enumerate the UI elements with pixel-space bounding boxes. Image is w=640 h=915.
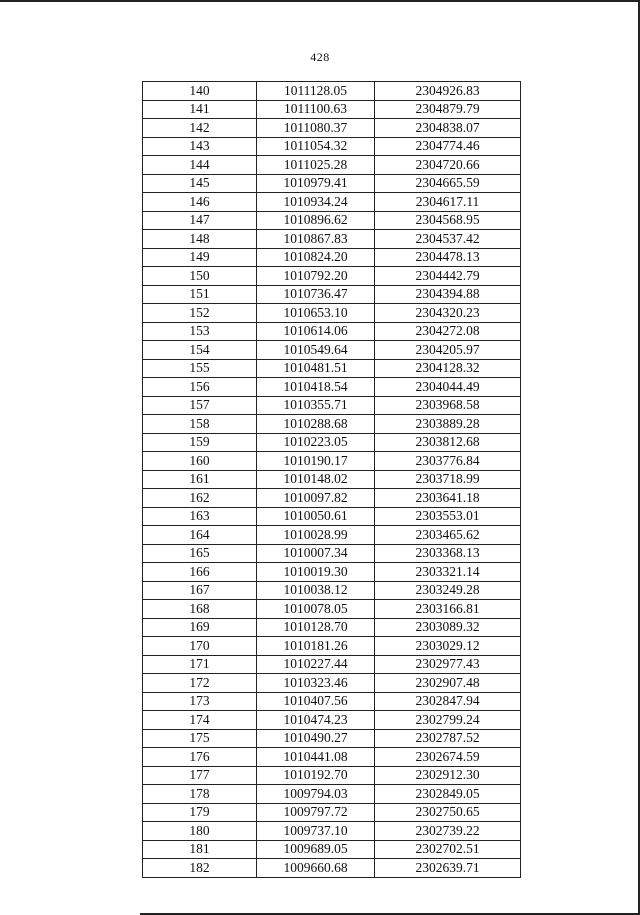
x-coordinate-cell: 1009689.05	[257, 840, 375, 859]
table-row	[143, 433, 521, 452]
table-row	[143, 507, 521, 526]
x-coordinate-cell: 1010549.64	[257, 341, 375, 360]
x-coordinate-cell: 1009797.72	[257, 803, 375, 822]
x-coordinate-cell: 1009737.10	[257, 822, 375, 841]
point-number-cell: 174	[143, 711, 257, 730]
table-row	[143, 822, 521, 841]
y-coordinate-cell: 2302847.94	[375, 692, 521, 711]
y-coordinate-cell: 2304926.83	[375, 82, 521, 101]
y-coordinate-cell: 2303321.14	[375, 563, 521, 582]
table-row	[143, 803, 521, 822]
coordinate-table-body	[143, 82, 521, 878]
table-row	[143, 304, 521, 323]
x-coordinate-cell: 1010190.17	[257, 452, 375, 471]
point-number-cell: 149	[143, 248, 257, 267]
table-row	[143, 637, 521, 656]
y-coordinate-cell: 2302750.65	[375, 803, 521, 822]
table-row	[143, 489, 521, 508]
y-coordinate-cell: 2303553.01	[375, 507, 521, 526]
point-number-cell: 147	[143, 211, 257, 230]
point-number-cell: 155	[143, 359, 257, 378]
table-row	[143, 137, 521, 156]
table-row	[143, 359, 521, 378]
y-coordinate-cell: 2302674.59	[375, 748, 521, 767]
x-coordinate-cell: 1010097.82	[257, 489, 375, 508]
x-coordinate-cell: 1010050.61	[257, 507, 375, 526]
x-coordinate-cell: 1010979.41	[257, 174, 375, 193]
x-coordinate-cell: 1010490.27	[257, 729, 375, 748]
x-coordinate-cell: 1010288.68	[257, 415, 375, 434]
table-row	[143, 193, 521, 212]
point-number-cell: 178	[143, 785, 257, 804]
x-coordinate-cell: 1010019.30	[257, 563, 375, 582]
x-coordinate-cell: 1010078.05	[257, 600, 375, 619]
x-coordinate-cell: 1011128.05	[257, 82, 375, 101]
y-coordinate-cell: 2304478.13	[375, 248, 521, 267]
point-number-cell: 146	[143, 193, 257, 212]
point-number-cell: 172	[143, 674, 257, 693]
y-coordinate-cell: 2304879.79	[375, 100, 521, 119]
y-coordinate-cell: 2302849.05	[375, 785, 521, 804]
table-row	[143, 618, 521, 637]
point-number-cell: 141	[143, 100, 257, 119]
y-coordinate-cell: 2302799.24	[375, 711, 521, 730]
x-coordinate-cell: 1010653.10	[257, 304, 375, 323]
table-row	[143, 156, 521, 175]
x-coordinate-cell: 1011054.32	[257, 137, 375, 156]
x-coordinate-cell: 1010148.02	[257, 470, 375, 489]
y-coordinate-cell: 2304537.42	[375, 230, 521, 249]
point-number-cell: 142	[143, 119, 257, 138]
x-coordinate-cell: 1010896.62	[257, 211, 375, 230]
point-number-cell: 182	[143, 859, 257, 878]
page-number: 428	[310, 50, 330, 64]
x-coordinate-cell: 1010028.99	[257, 526, 375, 545]
table-row	[143, 119, 521, 138]
y-coordinate-cell: 2304272.08	[375, 322, 521, 341]
y-coordinate-cell: 2303089.32	[375, 618, 521, 637]
y-coordinate-cell: 2304044.49	[375, 378, 521, 397]
x-coordinate-cell: 1010792.20	[257, 267, 375, 286]
y-coordinate-cell: 2304720.66	[375, 156, 521, 175]
y-coordinate-cell: 2302907.48	[375, 674, 521, 693]
y-coordinate-cell: 2303968.58	[375, 396, 521, 415]
x-coordinate-cell: 1010038.12	[257, 581, 375, 600]
table-row	[143, 840, 521, 859]
x-coordinate-cell: 1011100.63	[257, 100, 375, 119]
y-coordinate-cell: 2303889.28	[375, 415, 521, 434]
point-number-cell: 148	[143, 230, 257, 249]
x-coordinate-cell: 1010128.70	[257, 618, 375, 637]
table-row	[143, 100, 521, 119]
y-coordinate-cell: 2304128.32	[375, 359, 521, 378]
table-row	[143, 285, 521, 304]
y-coordinate-cell: 2304568.95	[375, 211, 521, 230]
x-coordinate-cell: 1010418.54	[257, 378, 375, 397]
x-coordinate-cell: 1010474.23	[257, 711, 375, 730]
point-number-cell: 140	[143, 82, 257, 101]
point-number-cell: 162	[143, 489, 257, 508]
table-row	[143, 600, 521, 619]
table-row	[143, 248, 521, 267]
y-coordinate-cell: 2303249.28	[375, 581, 521, 600]
x-coordinate-cell: 1010181.26	[257, 637, 375, 656]
table-row	[143, 396, 521, 415]
x-coordinate-cell: 1010323.46	[257, 674, 375, 693]
point-number-cell: 156	[143, 378, 257, 397]
table-row	[143, 82, 521, 101]
x-coordinate-cell: 1010934.24	[257, 193, 375, 212]
x-coordinate-cell: 1011025.28	[257, 156, 375, 175]
point-number-cell: 158	[143, 415, 257, 434]
table-row	[143, 766, 521, 785]
x-coordinate-cell: 1010007.34	[257, 544, 375, 563]
point-number-cell: 143	[143, 137, 257, 156]
page-border-top	[0, 0, 638, 2]
y-coordinate-cell: 2303641.18	[375, 489, 521, 508]
coordinate-table	[142, 81, 521, 878]
point-number-cell: 151	[143, 285, 257, 304]
y-coordinate-cell: 2304394.88	[375, 285, 521, 304]
table-row	[143, 341, 521, 360]
x-coordinate-cell: 1010223.05	[257, 433, 375, 452]
y-coordinate-cell: 2304838.07	[375, 119, 521, 138]
y-coordinate-cell: 2302787.52	[375, 729, 521, 748]
x-coordinate-cell: 1009794.03	[257, 785, 375, 804]
y-coordinate-cell: 2304617.11	[375, 193, 521, 212]
table-row	[143, 378, 521, 397]
y-coordinate-cell: 2303812.68	[375, 433, 521, 452]
table-row	[143, 211, 521, 230]
y-coordinate-cell: 2302702.51	[375, 840, 521, 859]
point-number-cell: 165	[143, 544, 257, 563]
x-coordinate-cell: 1009660.68	[257, 859, 375, 878]
point-number-cell: 171	[143, 655, 257, 674]
table-row	[143, 322, 521, 341]
table-row	[143, 692, 521, 711]
point-number-cell: 168	[143, 600, 257, 619]
x-coordinate-cell: 1010736.47	[257, 285, 375, 304]
point-number-cell: 177	[143, 766, 257, 785]
table-row	[143, 230, 521, 249]
point-number-cell: 176	[143, 748, 257, 767]
table-row	[143, 711, 521, 730]
y-coordinate-cell: 2303465.62	[375, 526, 521, 545]
point-number-cell: 181	[143, 840, 257, 859]
table-row	[143, 655, 521, 674]
table-row	[143, 544, 521, 563]
y-coordinate-cell: 2304205.97	[375, 341, 521, 360]
y-coordinate-cell: 2304442.79	[375, 267, 521, 286]
point-number-cell: 144	[143, 156, 257, 175]
point-number-cell: 164	[143, 526, 257, 545]
point-number-cell: 175	[143, 729, 257, 748]
point-number-cell: 170	[143, 637, 257, 656]
table-row	[143, 581, 521, 600]
y-coordinate-cell: 2304774.46	[375, 137, 521, 156]
table-row	[143, 526, 521, 545]
y-coordinate-cell: 2302739.22	[375, 822, 521, 841]
x-coordinate-cell: 1010441.08	[257, 748, 375, 767]
table-row	[143, 563, 521, 582]
point-number-cell: 169	[143, 618, 257, 637]
y-coordinate-cell: 2303166.81	[375, 600, 521, 619]
point-number-cell: 154	[143, 341, 257, 360]
table-row	[143, 174, 521, 193]
table-row	[143, 470, 521, 489]
point-number-cell: 152	[143, 304, 257, 323]
table-row	[143, 415, 521, 434]
y-coordinate-cell: 2303029.12	[375, 637, 521, 656]
point-number-cell: 157	[143, 396, 257, 415]
point-number-cell: 150	[143, 267, 257, 286]
point-number-cell: 160	[143, 452, 257, 471]
y-coordinate-cell: 2304320.23	[375, 304, 521, 323]
point-number-cell: 159	[143, 433, 257, 452]
point-number-cell: 166	[143, 563, 257, 582]
table-row	[143, 785, 521, 804]
table-row	[143, 748, 521, 767]
x-coordinate-cell: 1010867.83	[257, 230, 375, 249]
point-number-cell: 153	[143, 322, 257, 341]
table-row	[143, 674, 521, 693]
point-number-cell: 145	[143, 174, 257, 193]
x-coordinate-cell: 1010192.70	[257, 766, 375, 785]
table-row	[143, 452, 521, 471]
y-coordinate-cell: 2303776.84	[375, 452, 521, 471]
x-coordinate-cell: 1010481.51	[257, 359, 375, 378]
point-number-cell: 167	[143, 581, 257, 600]
y-coordinate-cell: 2303718.99	[375, 470, 521, 489]
y-coordinate-cell: 2304665.59	[375, 174, 521, 193]
x-coordinate-cell: 1011080.37	[257, 119, 375, 138]
point-number-cell: 180	[143, 822, 257, 841]
x-coordinate-cell: 1010824.20	[257, 248, 375, 267]
point-number-cell: 163	[143, 507, 257, 526]
point-number-cell: 161	[143, 470, 257, 489]
y-coordinate-cell: 2302639.71	[375, 859, 521, 878]
x-coordinate-cell: 1010227.44	[257, 655, 375, 674]
y-coordinate-cell: 2302977.43	[375, 655, 521, 674]
point-number-cell: 179	[143, 803, 257, 822]
table-row	[143, 859, 521, 878]
x-coordinate-cell: 1010407.56	[257, 692, 375, 711]
x-coordinate-cell: 1010355.71	[257, 396, 375, 415]
point-number-cell: 173	[143, 692, 257, 711]
x-coordinate-cell: 1010614.06	[257, 322, 375, 341]
y-coordinate-cell: 2302912.30	[375, 766, 521, 785]
y-coordinate-cell: 2303368.13	[375, 544, 521, 563]
table-row	[143, 729, 521, 748]
table-row	[143, 267, 521, 286]
